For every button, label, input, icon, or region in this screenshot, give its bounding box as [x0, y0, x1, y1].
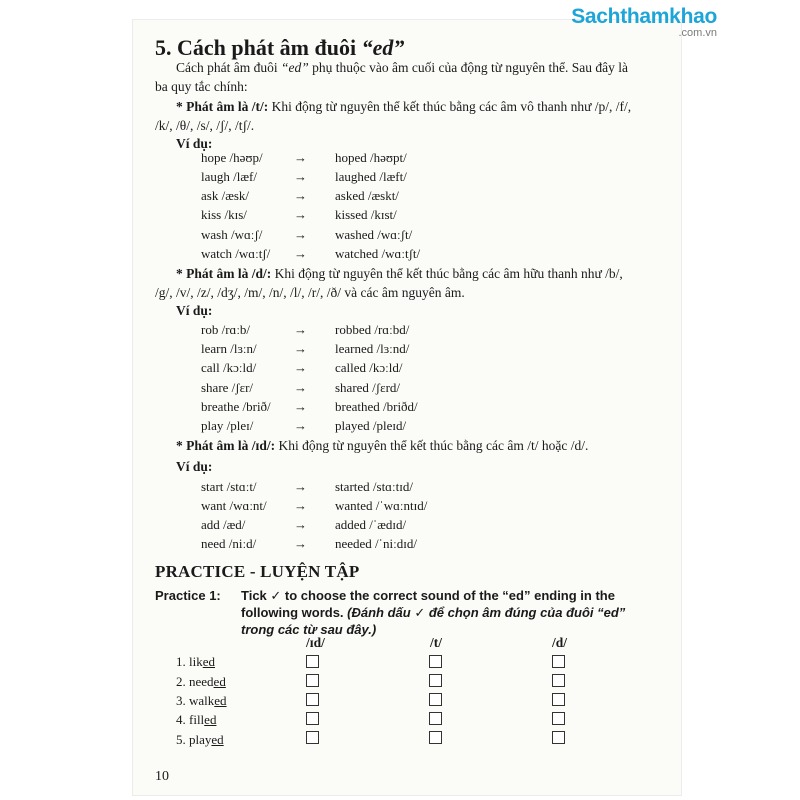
example-word: ask /æsk/: [201, 188, 250, 203]
item-ending: ed: [202, 654, 216, 669]
intro-line-1: [176, 58, 628, 77]
practice-item-5: [176, 732, 224, 748]
rule-id-line-1: [176, 436, 588, 455]
checkbox-id-4[interactable]: [306, 712, 319, 725]
rule-t-text-1: Khi động từ nguyên thể kết thúc bằng các âm vô thanh như /p/, /f/,: [268, 99, 632, 114]
column-header-id: /ɪd/: [306, 635, 325, 650]
example-result: played /pleɪd/: [335, 418, 407, 433]
item-ending: ed: [213, 674, 226, 689]
checkbox-t-4[interactable]: [429, 712, 442, 725]
arrow-icon: →: [294, 380, 307, 395]
practice-instruction-2b: (Đánh dấu ✓ để chọn âm đúng của đuôi “ed”: [347, 605, 626, 620]
example-result: needed /ˈniːdɪd/: [335, 536, 417, 551]
example-result: kissed /kɪst/: [335, 207, 397, 222]
checkbox-t-5[interactable]: [429, 731, 442, 744]
arrow-icon: →: [294, 341, 307, 356]
arrow-icon: →: [294, 536, 307, 551]
example-result: started /stɑːtɪd/: [335, 479, 413, 494]
item-number: 5.: [176, 732, 189, 747]
logo-main-text: Sachthamkhao: [571, 5, 717, 28]
practice-item-2: [176, 674, 226, 690]
section-title-suffix: “ed”: [361, 35, 405, 60]
practice-instruction-3-text: trong các từ sau đây.): [241, 622, 377, 637]
checkbox-d-1[interactable]: [552, 655, 565, 668]
intro-text-ed: “ed”: [280, 60, 309, 75]
checkbox-d-2[interactable]: [552, 674, 565, 687]
checkbox-t-2[interactable]: [429, 674, 442, 687]
item-stem: fill: [189, 712, 205, 727]
example-result: watched /wɑːtʃt/: [335, 246, 421, 261]
rule-t-example-label: Ví dụ:: [176, 136, 213, 151]
intro-text-a: Cách phát âm đuôi: [176, 60, 281, 75]
example-word: learn /lɜːn/: [201, 341, 257, 356]
arrow-icon: →: [294, 418, 307, 433]
checkbox-d-4[interactable]: [552, 712, 565, 725]
example-result: washed /wɑːʃt/: [335, 227, 413, 242]
example-word: start /stɑːt/: [201, 479, 257, 494]
example-word: need /niːd/: [201, 536, 257, 551]
example-word: wash /wɑːʃ/: [201, 227, 263, 242]
item-ending: ed: [204, 712, 217, 727]
logo-sub-text: .com.vn: [678, 27, 717, 39]
checkbox-d-3[interactable]: [552, 693, 565, 706]
example-word: hope /həʊp/: [201, 150, 263, 165]
arrow-icon: →: [294, 227, 307, 242]
item-number: 3.: [176, 693, 189, 708]
example-word: share /ʃɛr/: [201, 380, 254, 395]
practice-instruction-2a: following words.: [241, 605, 348, 620]
example-result: called /kɔːld/: [335, 360, 403, 375]
item-stem: walk: [189, 693, 215, 708]
practice-instruction-1: Tick ✓ to choose the correct sound of the “ed” ending in the: [241, 588, 615, 603]
example-result: wanted /ˈwɑːntɪd/: [335, 498, 428, 513]
example-result: added /ˈædɪd/: [335, 517, 407, 532]
item-number: 2.: [176, 674, 189, 689]
page-number: 10: [155, 769, 169, 784]
column-header-t: /t/: [430, 635, 442, 650]
arrow-icon: →: [294, 188, 307, 203]
checkbox-id-5[interactable]: [306, 731, 319, 744]
item-stem: play: [189, 732, 212, 747]
example-result: asked /æskt/: [335, 188, 399, 203]
practice-item-4: [176, 712, 216, 728]
example-word: kiss /kɪs/: [201, 207, 247, 222]
arrow-icon: →: [294, 517, 307, 532]
column-header-d: /d/: [552, 635, 568, 650]
example-word: want /wɑːnt/: [201, 498, 267, 513]
rule-id-label: * Phát âm là /ɪd/:: [176, 438, 276, 453]
checkbox-id-1[interactable]: [306, 655, 319, 668]
item-number: 1.: [176, 654, 189, 669]
example-word: breathe /brið/: [201, 399, 271, 414]
example-result: shared /ʃɛrd/: [335, 380, 401, 395]
example-word: laugh /læf/: [201, 169, 257, 184]
arrow-icon: →: [294, 207, 307, 222]
example-result: breathed /briðd/: [335, 399, 418, 414]
example-word: add /æd/: [201, 517, 246, 532]
rule-d-line-1: [176, 264, 623, 283]
arrow-icon: →: [294, 498, 307, 513]
rule-d-label: * Phát âm là /d/:: [176, 266, 272, 281]
example-result: robbed /rɑːbd/: [335, 322, 410, 337]
arrow-icon: →: [294, 360, 307, 375]
practice-item-3: [176, 693, 227, 709]
rule-t-line-2: /k/, /θ/, /s/, /ʃ/, /tʃ/.: [155, 118, 255, 133]
rule-id-example-label: Ví dụ:: [176, 459, 213, 474]
arrow-icon: →: [294, 399, 307, 414]
intro-line-2: ba quy tắc chính:: [155, 79, 248, 94]
item-stem: lik: [189, 654, 203, 669]
example-word: call /kɔːld/: [201, 360, 257, 375]
item-ending: ed: [214, 693, 227, 708]
arrow-icon: →: [294, 169, 307, 184]
rule-id-text-1: Khi động từ nguyên thể kết thúc bằng các âm /t/ hoặc /d/.: [275, 438, 589, 453]
rule-d-line-2: /g/, /v/, /z/, /dʒ/, /m/, /n/, /l/, /r/, /ð/ và các âm nguyên âm.: [155, 285, 465, 300]
example-result: learned /lɜːnd/: [335, 341, 410, 356]
checkbox-id-3[interactable]: [306, 693, 319, 706]
rule-d-text-1: Khi động từ nguyên thể kết thúc bằng các âm hữu thanh như /b/,: [271, 266, 623, 281]
arrow-icon: →: [294, 479, 307, 494]
example-word: rob /rɑːb/: [201, 322, 251, 337]
example-word: watch /wɑːtʃ/: [201, 246, 271, 261]
arrow-icon: →: [294, 246, 307, 261]
arrow-icon: →: [294, 322, 307, 337]
section-title-prefix: 5. Cách phát âm đuôi: [155, 35, 362, 60]
intro-text-c: phụ thuộc vào âm cuối của động từ nguyên thể. Sau đây là: [308, 60, 628, 75]
example-word: play /pleɪ/: [201, 418, 254, 433]
item-ending: ed: [211, 732, 224, 747]
checkbox-t-1[interactable]: [429, 655, 442, 668]
practice-instruction-2: [241, 604, 625, 621]
example-result: laughed /læft/: [335, 169, 407, 184]
rule-d-example-label: Ví dụ:: [176, 303, 213, 318]
checkbox-d-5[interactable]: [552, 731, 565, 744]
rule-t-label: * Phát âm là /t/:: [176, 99, 269, 114]
rule-t-line-1: [176, 97, 631, 116]
item-number: 4.: [176, 712, 189, 727]
checkbox-t-3[interactable]: [429, 693, 442, 706]
checkbox-id-2[interactable]: [306, 674, 319, 687]
item-stem: need: [189, 674, 214, 689]
arrow-icon: →: [294, 150, 307, 165]
practice-title: PRACTICE - LUYỆN TẬP: [155, 562, 360, 581]
site-logo: [531, 5, 717, 39]
practice-item-1: [176, 654, 215, 670]
example-result: hoped /həʊpt/: [335, 150, 407, 165]
practice-label: Practice 1:: [155, 588, 221, 603]
